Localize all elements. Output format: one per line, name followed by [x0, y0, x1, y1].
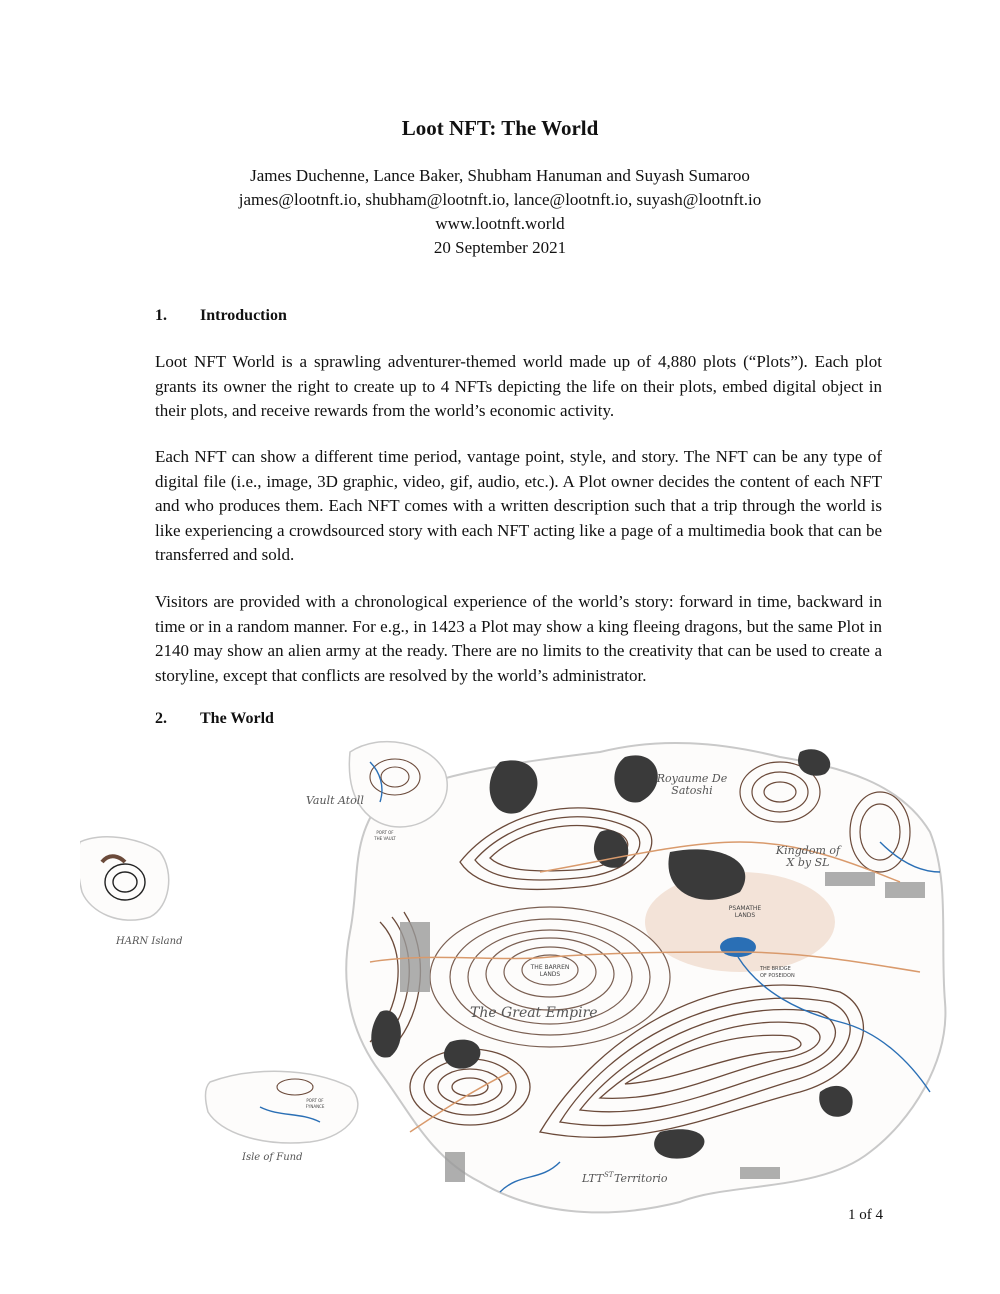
intro-paragraph-3: Visitors are provided with a chronological experience of the world’s story: forward in time, backward in time or in a random manner. For e.g., in 1423 a Plot may show a king fleeing dragons, but the same Plot in 2140 may show an alien army at the ready. There are no limits to the creativity that can be used to create a storyline, except that conflicts are resolved by the world’s administrator. — [155, 592, 882, 685]
label-barren-lands-2: LANDS — [539, 971, 561, 978]
world-map — [80, 712, 960, 1252]
label-royaume: Royaume De — [656, 772, 728, 785]
section-title: The World — [200, 710, 274, 727]
section-title: Introduction — [200, 307, 287, 324]
label-port-vault-2: THE VAULT — [374, 836, 396, 841]
intro-paragraph-2: Each NFT can show a different time period, vantage point, style, and story. The NFT can be any type of digital file (i.e., image, 3D graphic, video, gif, audio, etc.). A Plot owner decides the content of each NFT and who produces them. Each NFT comes with a written description such that a trip through the world is like experiencing a crowdsourced story with each NFT acting like a page of a multimedia book that can be transferred and sold. — [155, 447, 882, 564]
label-bridge: THE BRIDGE — [760, 966, 791, 972]
continent-outline — [346, 743, 945, 1212]
label-isle-of-fund: Isle of Fund — [242, 1152, 303, 1163]
label-kingdom-2: X by SL — [786, 856, 830, 869]
label-vault-atoll: Vault Atoll — [306, 794, 364, 807]
authors: James Duchenne, Lance Baker, Shubham Hanuman and Suyash Sumaroo — [250, 166, 750, 185]
vault-atoll-island — [349, 742, 447, 827]
paper-title: Loot NFT: The World — [401, 116, 599, 140]
harn-island — [80, 837, 169, 920]
date: 20 September 2021 — [433, 238, 567, 257]
label-port-vault: PORT OF — [376, 830, 394, 835]
label-psamathe: PSAMATHE — [728, 905, 762, 912]
label-harn-island: HARN Island — [116, 936, 183, 947]
section-heading-introduction — [155, 307, 287, 325]
label-royaume-2: Satoshi — [671, 784, 713, 797]
label-barren-lands: THE BARREN — [530, 964, 570, 971]
label-bridge-2: OF POSEIDON — [760, 973, 795, 979]
label-kingdom: Kingdom of — [775, 844, 841, 857]
label-ltt-2: Territorio — [614, 1172, 668, 1185]
website: www.lootnft.world — [435, 214, 565, 233]
label-ltt: LTT — [582, 1172, 604, 1185]
intro-paragraph-1: Loot NFT World is a sprawling adventurer-themed world made up of 4,880 plots (“Plots”). Each plot grants its owner the right to create up to 4 NFTs depicting the life on their plots, embed digital object in their plots, and receive rewards from the world’s economic activity. — [155, 352, 882, 420]
label-port-fynance-2: FYNANCE — [305, 1104, 325, 1109]
section-number: 1. — [155, 307, 167, 324]
water — [720, 937, 756, 957]
section-number: 2. — [155, 710, 167, 727]
page-number: 1 of 4 — [848, 1207, 883, 1223]
label-great-empire: The Great Empire — [470, 1005, 598, 1021]
label-port-fynance: PORT OF — [306, 1098, 324, 1103]
emails: james@lootnft.io, shubham@lootnft.io, lance@lootnft.io, suyash@lootnft.io — [238, 190, 762, 209]
label-ltt-sup: ST — [604, 1171, 614, 1179]
label-psamathe-2: LANDS — [734, 912, 756, 919]
